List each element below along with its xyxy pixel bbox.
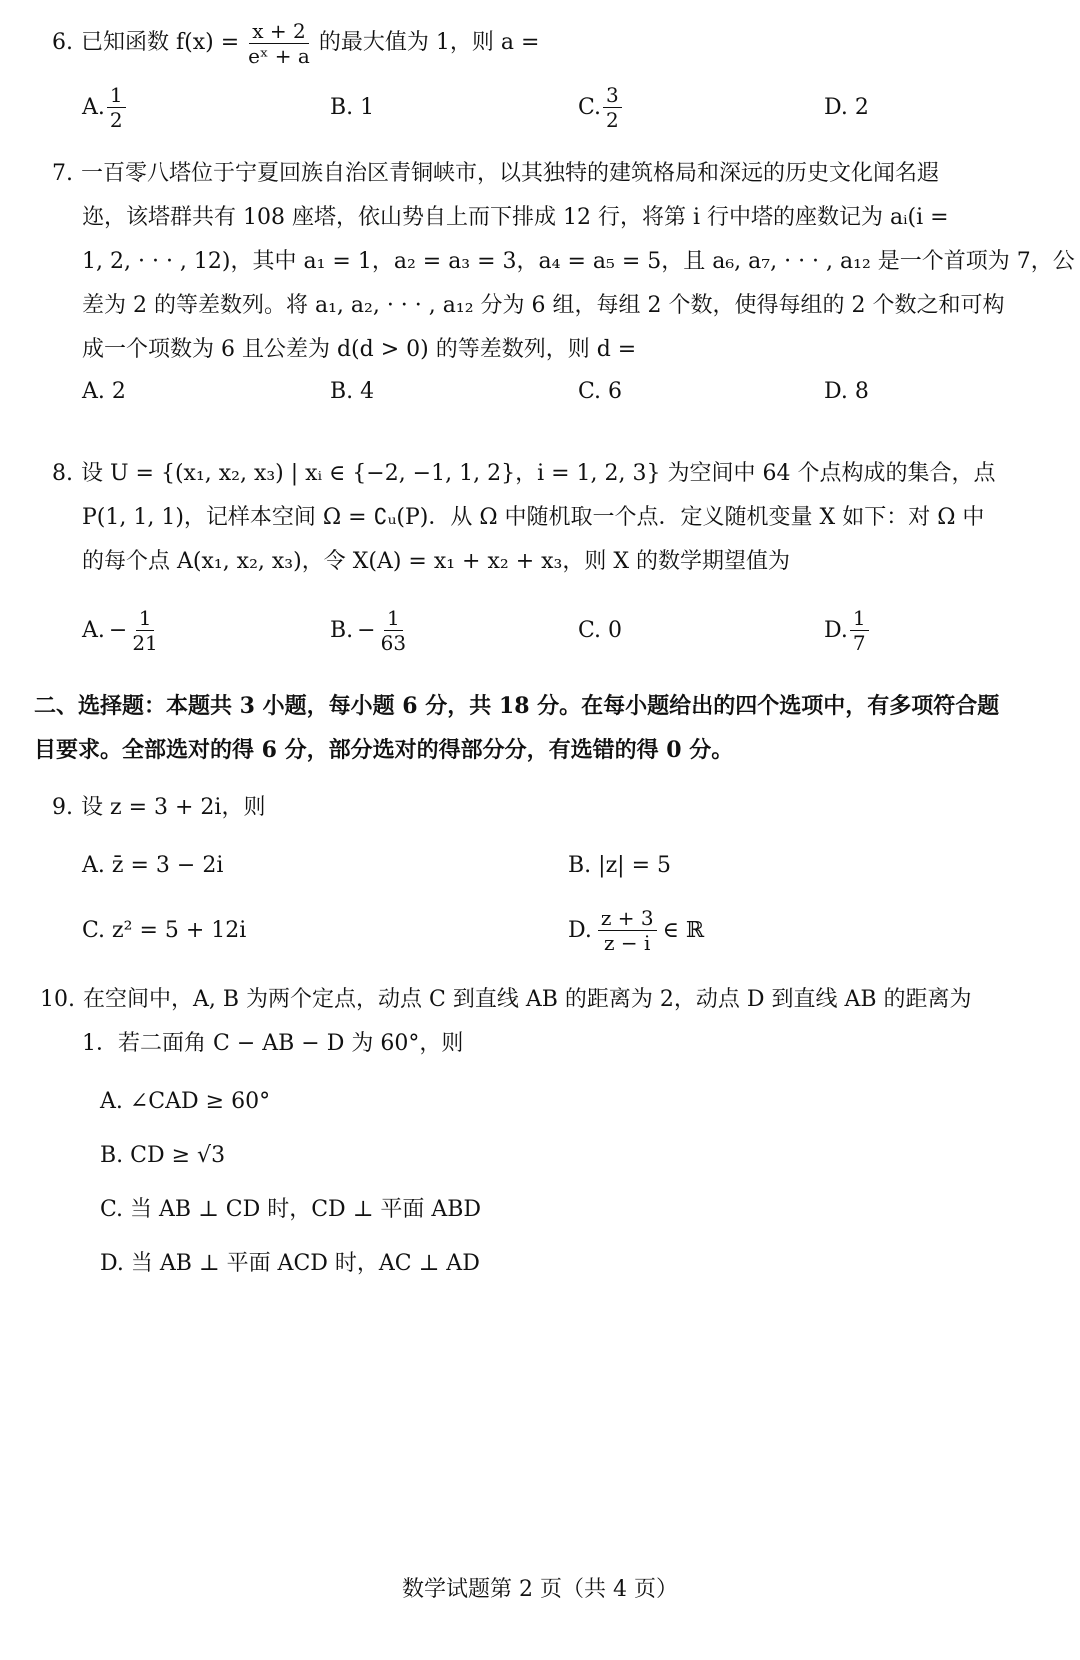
question-text: 的每个点 A(x₁, x₂, x₃)，令 X(A) = x₁ + x₂ + x₃，则 X 的数学期望值为	[82, 549, 790, 574]
fraction-numerator: x + 2	[249, 19, 308, 44]
question-number: 9.	[52, 795, 73, 820]
option-label: A.	[82, 94, 105, 120]
question-6	[52, 18, 1042, 68]
section-text: 二、选择题：本题共 3 小题，每小题 6 分，共 18 分。在每小题给出的四个选项中，有多项符合题	[34, 693, 1000, 719]
option-label: D.	[824, 378, 848, 404]
option-a	[82, 840, 223, 890]
question-text: 1, 2, · · · , 12)，其中 a₁ = 1，a₂ = a₃ = 3，a₄ = a₅ = 5，且 a₆, a₇, · · · , a₁₂ 是一个首项为 7，公	[82, 249, 1075, 274]
option-label: D.	[824, 94, 848, 120]
question-text: 差为 2 的等差数列。将 a₁, a₂, · · · , a₁₂ 分为 6 组，每组 2 个数，使得每组的 2 个数之和可构	[82, 293, 1005, 318]
option-text: 2	[111, 378, 126, 404]
question-number: 7.	[52, 161, 73, 186]
question-number: 6.	[52, 30, 73, 55]
question-text: 1．若二面角 C − AB − D 为 60°，则	[82, 1031, 464, 1056]
fraction-denominator: z − i	[604, 930, 651, 955]
option-d	[568, 900, 704, 960]
option-b	[330, 366, 374, 416]
option-text: 8	[854, 378, 869, 404]
option-text: 4	[360, 378, 375, 404]
option-label: C.	[578, 378, 602, 404]
question-text: 设 z = 3 + 2i，则	[81, 795, 266, 820]
question-text: 成一个项数为 6 且公差为 d(d > 0) 的等差数列，则 d =	[82, 337, 637, 362]
option-a	[82, 82, 128, 132]
option-text: 1	[360, 94, 375, 120]
fraction-denominator: 2	[109, 107, 123, 132]
fraction-numerator: 1	[107, 83, 126, 108]
question-number: 10.	[40, 987, 75, 1012]
option-c	[578, 600, 622, 660]
option-label: A.	[82, 378, 105, 404]
question-9-options-row1	[82, 840, 1042, 890]
option-d	[824, 366, 869, 416]
fraction-numerator: 1	[850, 606, 869, 631]
option-label: C.	[578, 617, 602, 643]
option-fraction	[378, 606, 409, 655]
question-9	[52, 786, 1042, 830]
fraction-denominator: 2	[606, 107, 619, 132]
option-b	[568, 840, 671, 890]
option-label: B.	[568, 852, 592, 878]
question-text: 一百零八塔位于宁夏回族自治区青铜峡市，以其独特的建筑格局和深远的历史文化闻名遐	[81, 161, 940, 186]
fraction-numerator: z + 3	[598, 906, 657, 931]
option-a	[82, 600, 163, 660]
question-text: P(1, 1, 1)，记样本空间 Ω = ∁ᵤ(P)．从 Ω 中随机取一个点．定义随机变量 X 如下：对 Ω 中	[82, 505, 985, 530]
option-label: A.	[82, 617, 105, 643]
option-text: z² = 5 + 12i	[112, 917, 247, 943]
question-7-options	[82, 366, 1042, 416]
option-label: D.	[824, 617, 848, 643]
option-text: 6	[608, 378, 623, 404]
question-10	[40, 978, 1030, 1066]
section-2-header	[34, 684, 1044, 772]
fraction-numerator: 3	[603, 83, 622, 108]
option-text: 0	[608, 617, 623, 643]
option-c	[578, 366, 622, 416]
option-label: B.	[330, 617, 354, 643]
question-number: 8.	[52, 461, 73, 486]
option-label: A.	[82, 852, 105, 878]
page-footer: 数学试题第 2 页（共 4 页）	[402, 1577, 678, 1602]
option-text: z̄ = 3 − 2i	[111, 852, 224, 878]
question-6-options	[82, 82, 1042, 132]
option-c	[578, 82, 624, 132]
option-fraction	[107, 83, 126, 132]
option-sign: −	[108, 617, 128, 643]
function-fraction	[245, 19, 313, 68]
option-b: B. CD ≥ √3	[100, 1143, 226, 1168]
option-c	[82, 900, 246, 960]
option-d	[824, 600, 871, 660]
option-text: |z| = 5	[598, 852, 672, 878]
question-text: 迩，该塔群共有 108 座塔，依山势自上而下排成 12 行，将第 i 行中塔的座数记为 aᵢ(i =	[82, 205, 949, 230]
question-line	[52, 152, 1042, 196]
question-text: 设 U = {(x₁, x₂, x₃) | xᵢ ∈ {−2, −1, 1, 2}，i = 1, 2, 3} 为空间中 64 个点构成的集合，点	[81, 461, 996, 486]
fraction-denominator: 21	[132, 630, 158, 655]
option-a: A. ∠CAD ≥ 60°	[100, 1089, 271, 1114]
fraction-denominator: 63	[380, 630, 407, 655]
option-label: D.	[568, 917, 592, 943]
option-b	[330, 600, 411, 660]
question-stem-pre: 已知函数 f(x) =	[81, 30, 240, 55]
fraction-numerator: 1	[136, 606, 155, 631]
fraction-numerator: 1	[384, 606, 403, 631]
option-label: C.	[578, 94, 602, 120]
option-d	[824, 82, 869, 132]
question-9-options-row2	[82, 900, 1042, 960]
question-stem-post: 的最大值为 1，则 a =	[318, 30, 540, 55]
option-sign: −	[357, 617, 376, 643]
question-8	[52, 452, 1042, 584]
question-7	[52, 152, 1075, 372]
option-fraction	[850, 606, 869, 655]
option-label: B.	[330, 378, 354, 404]
option-fraction	[129, 606, 160, 655]
option-label: C.	[82, 917, 106, 943]
option-fraction	[603, 83, 622, 132]
section-text: 目要求。全部选对的得 6 分，部分选对的得部分分，有选错的得 0 分。	[34, 737, 734, 763]
question-8-options	[82, 600, 1042, 660]
question-text: 在空间中，A, B 为两个定点，动点 C 到直线 AB 的距离为 2，动点 D 到直线 AB 的距离为	[83, 987, 972, 1012]
option-fraction	[598, 906, 657, 955]
option-label: B.	[330, 94, 354, 120]
option-text: 2	[854, 94, 869, 120]
question-line	[52, 452, 1042, 496]
option-text: ∈ ℝ	[662, 917, 705, 943]
fraction-denominator: eˣ + a	[248, 43, 310, 68]
option-d: D. 当 AB ⊥ 平面 ACD 时，AC ⊥ AD	[100, 1251, 480, 1276]
option-c: C. 当 AB ⊥ CD 时，CD ⊥ 平面 ABD	[100, 1197, 482, 1222]
option-b	[330, 82, 374, 132]
option-a	[82, 366, 126, 416]
fraction-denominator: 7	[852, 630, 866, 655]
